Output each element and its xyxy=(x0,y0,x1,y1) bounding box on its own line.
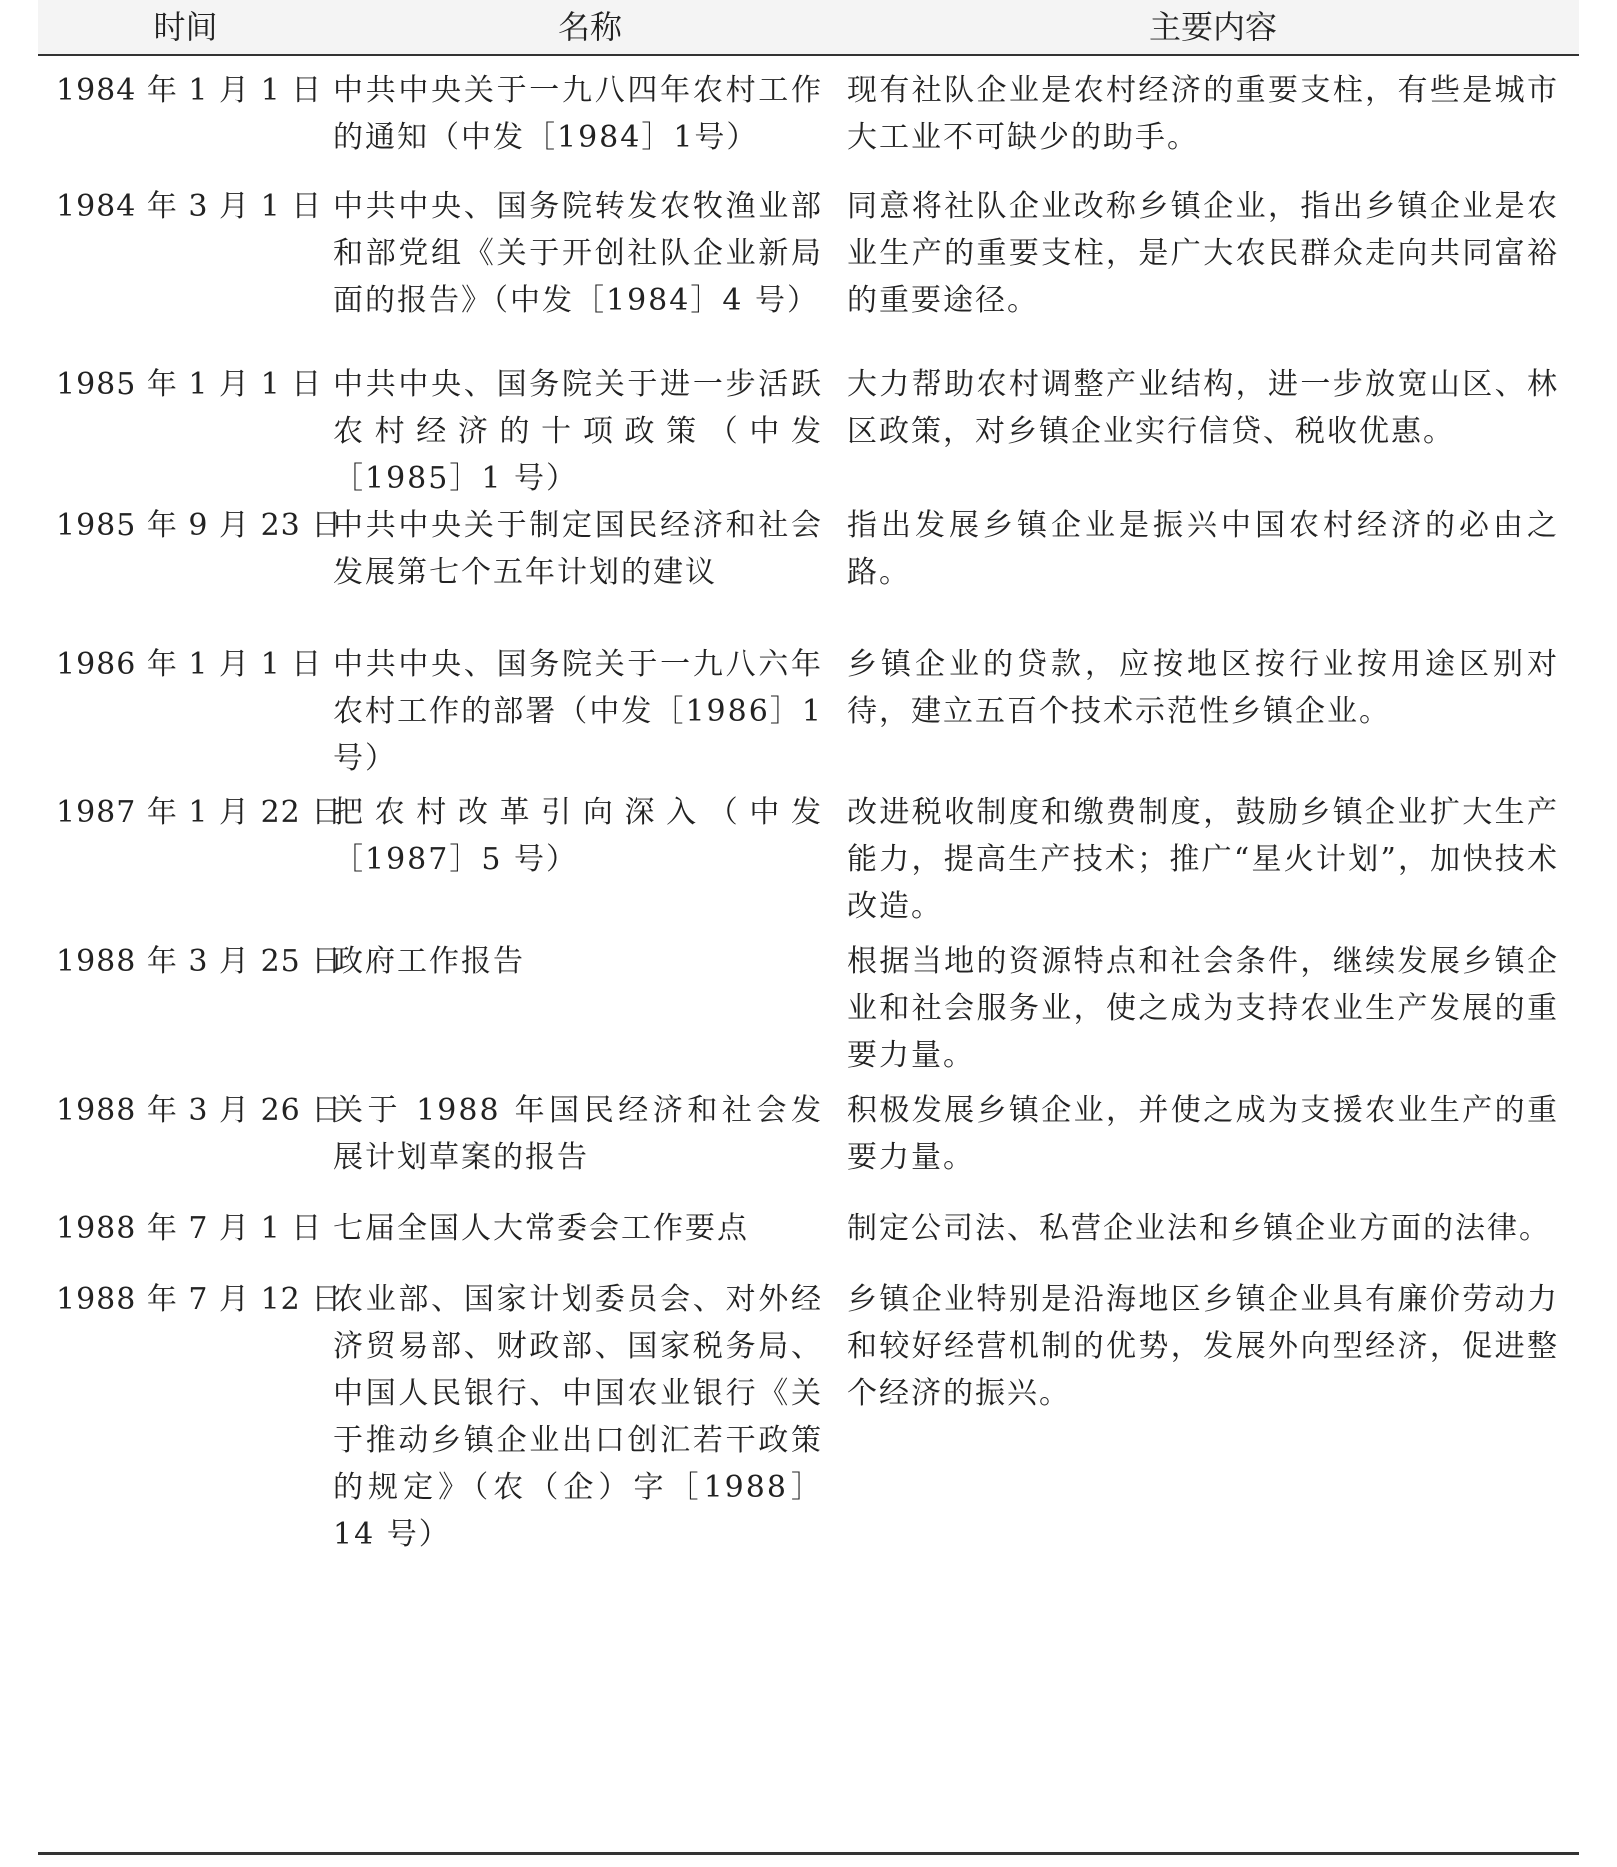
table-row xyxy=(38,1205,1579,1276)
row-date: 1988 年 3 月 25 日 xyxy=(56,944,343,979)
row-date: 1985 年 9 月 23 日 xyxy=(56,508,343,543)
table-header xyxy=(38,0,1579,55)
table-row xyxy=(38,55,1579,183)
table-row xyxy=(38,502,1579,641)
column-header-time: 时间 xyxy=(38,0,333,55)
table-row xyxy=(38,938,1579,1087)
row-name: 关于 1988 年国民经济和社会发展计划草案的报告 xyxy=(333,1093,823,1175)
row-date: 1984 年 3 月 1 日 xyxy=(56,189,323,224)
row-date: 1988 年 7 月 12 日 xyxy=(56,1282,343,1317)
row-content: 制定公司法、私营企业法和乡镇企业方面的法律。 xyxy=(847,1211,1551,1246)
row-content: 改进税收制度和缴费制度，鼓励乡镇企业扩大生产能力，提高生产技术；推广“星火计划”，加快技术改造。 xyxy=(847,795,1559,924)
row-date: 1985 年 1 月 1 日 xyxy=(56,367,323,402)
column-header-content: 主要内容 xyxy=(847,0,1579,55)
row-name: 政府工作报告 xyxy=(333,944,525,979)
table-row xyxy=(38,641,1579,789)
row-name: 中共中央、国务院关于进一步活跃农村经济的十项政策（中发［1985］1 号） xyxy=(333,367,823,496)
row-name: 农业部、国家计划委员会、对外经济贸易部、财政部、国家税务局、中国人民银行、中国农业银行《关于推动乡镇企业出口创汇若干政策的规定》（农（企）字［1988］14 号） xyxy=(333,1282,823,1552)
row-name: 中共中央、国务院转发农牧渔业部和部党组《关于开创社队企业新局面的报告》（中发［1984］4 号） xyxy=(333,189,823,318)
table-row xyxy=(38,1087,1579,1205)
row-name: 中共中央关于制定国民经济和社会发展第七个五年计划的建议 xyxy=(333,508,823,590)
table-bottom-rule xyxy=(38,1852,1579,1855)
table-row xyxy=(38,361,1579,502)
row-date: 1987 年 1 月 22 日 xyxy=(56,795,343,830)
table-row xyxy=(38,1276,1579,1558)
row-date: 1988 年 7 月 1 日 xyxy=(56,1211,323,1246)
row-content: 根据当地的资源特点和社会条件，继续发展乡镇企业和社会服务业，使之成为支持农业生产发展的重要力量。 xyxy=(847,944,1559,1073)
row-date: 1986 年 1 月 1 日 xyxy=(56,647,323,682)
row-content: 乡镇企业的贷款，应按地区按行业按用途区别对待，建立五百个技术示范性乡镇企业。 xyxy=(847,647,1559,729)
table-row xyxy=(38,789,1579,938)
row-name: 中共中央、国务院关于一九八六年农村工作的部署（中发［1986］1 号） xyxy=(333,647,823,776)
row-content: 大力帮助农村调整产业结构，进一步放宽山区、林区政策，对乡镇企业实行信贷、税收优惠。 xyxy=(847,367,1559,449)
row-content: 现有社队企业是农村经济的重要支柱，有些是城市大工业不可缺少的助手。 xyxy=(847,73,1559,155)
policy-table xyxy=(38,0,1579,1558)
row-name: 七届全国人大常委会工作要点 xyxy=(333,1211,749,1246)
column-header-name: 名称 xyxy=(333,0,847,55)
row-content: 积极发展乡镇企业，并使之成为支援农业生产的重要力量。 xyxy=(847,1093,1559,1175)
row-name: 把农村改革引向深入（中发［1987］5 号） xyxy=(333,795,823,877)
row-content: 指出发展乡镇企业是振兴中国农村经济的必由之路。 xyxy=(847,508,1559,590)
row-date: 1988 年 3 月 26 日 xyxy=(56,1093,343,1128)
table-body xyxy=(38,55,1579,1558)
row-content: 同意将社队企业改称乡镇企业，指出乡镇企业是农业生产的重要支柱，是广大农民群众走向共同富裕的重要途径。 xyxy=(847,189,1559,318)
row-date: 1984 年 1 月 1 日 xyxy=(56,73,323,108)
row-name: 中共中央关于一九八四年农村工作的通知（中发［1984］1号） xyxy=(333,73,823,155)
table-row xyxy=(38,183,1579,361)
table-header-row xyxy=(38,0,1579,55)
row-content: 乡镇企业特别是沿海地区乡镇企业具有廉价劳动力和较好经营机制的优势，发展外向型经济，促进整个经济的振兴。 xyxy=(847,1282,1559,1411)
